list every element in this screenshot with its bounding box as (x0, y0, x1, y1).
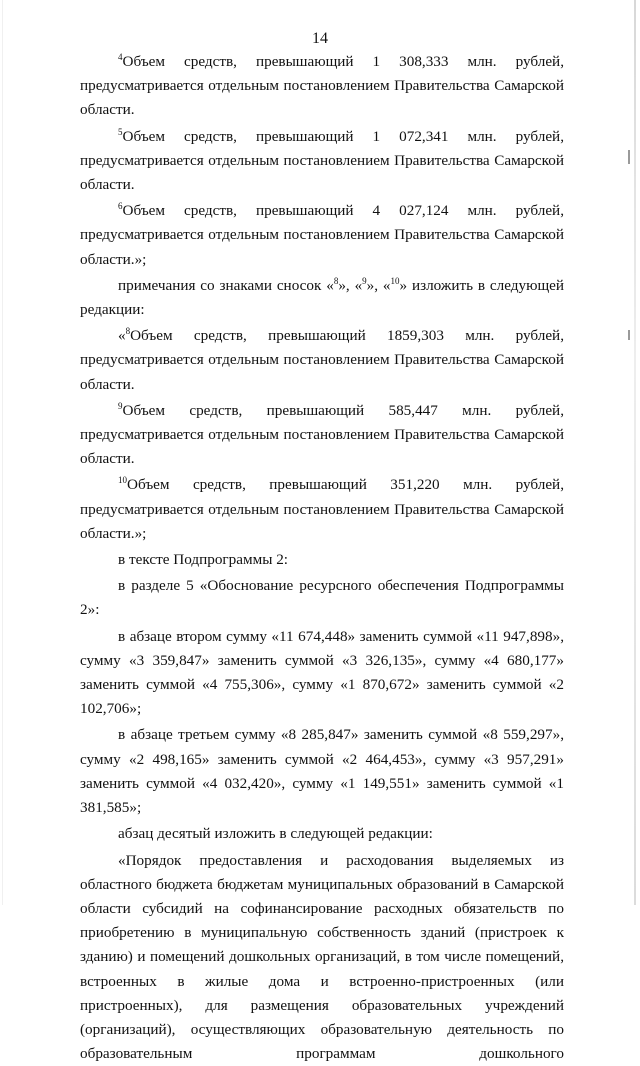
footnote-mark: 9 (362, 276, 367, 286)
paragraph-second-amounts: в абзаце втором сумму «11 674,448» заменить суммой «11 947,898», сумму «3 359,847» заменить суммой «3 326,135», сумму «4 680,177» заменить суммой «4 755,306», сумму «1 870,672» заменить суммой «2 102,706»; (80, 625, 564, 722)
paragraph-subprogram-text: в тексте Подпрограммы 2: (80, 548, 564, 572)
footnote-mark: 6 (118, 201, 123, 211)
quote-mark: « (118, 327, 126, 344)
page-number: 14 (0, 30, 640, 48)
scan-edge-left (2, 0, 3, 905)
footnote-mark: 8 (334, 276, 339, 286)
notes-intro-text: примечания со знаками сносок « (118, 277, 334, 294)
footnote-text: Объем средств, превышающий 1 308,333 млн. рублей, предусматривается отдельным постановлением Правительства Самарской области. (80, 53, 564, 118)
notes-intro-text: », « (367, 277, 391, 294)
paragraph-section-5: в разделе 5 «Обоснование ресурсного обеспечения Подпрограммы 2»: (80, 574, 564, 622)
notes-intro-text: », « (338, 277, 362, 294)
footnote-mark: 10 (118, 475, 127, 485)
footnote-text: Объем средств, превышающий 4 027,124 млн. рублей, предусматривается отдельным постановлением Правительства Самарской области.»; (80, 202, 564, 267)
footnote-text: Объем средств, превышающий 351,220 млн. рублей, предусматривается отдельным постановлением Правительства Самарской области.»; (80, 476, 564, 541)
footnote-9 (80, 399, 564, 472)
paragraph-tenth-intro: абзац десятый изложить в следующей редакции: (80, 822, 564, 846)
footnote-text: Объем средств, превышающий 1 072,341 млн. рублей, предусматривается отдельным постановлением Правительства Самарской области. (80, 128, 564, 193)
scan-edge-right (634, 0, 636, 905)
footnote-text: Объем средств, превышающий 585,447 млн. рублей, предусматривается отдельным постановлением Правительства Самарской области. (80, 402, 564, 467)
footnote-mark: 4 (118, 52, 123, 62)
footnote-5 (80, 125, 564, 198)
footnote-6 (80, 199, 564, 272)
footnote-8 (80, 324, 564, 397)
scan-artifact (628, 330, 630, 340)
footnote-10 (80, 473, 564, 546)
notes-intro (80, 274, 564, 322)
footnote-mark: 5 (118, 127, 123, 137)
paragraph-procedure: «Порядок предоставления и расходования выделяемых из областного бюджета бюджетам муниципальных образований в Самарской области субсидий на софинансирование расходных обязательств по приобретению в муниципальную собственность зданий (пристроек к зданию) и помещений дошкольных организаций, в том числе помещений, встроенных в жилые дома и встроенно-пристроенных (или пристроенных), для размещения образовательных учреждений (организаций), осуществляющих образовательную деятельность по образовательным программам дошкольного (80, 849, 564, 1066)
footnote-mark: 8 (126, 326, 131, 336)
notes-intro-text: » изложить в следующей редакции: (80, 277, 564, 318)
scan-artifact (628, 150, 630, 164)
paragraph-third-amounts: в абзаце третьем сумму «8 285,847» заменить суммой «8 559,297», сумму «2 498,165» заменить суммой «2 464,453», сумму «3 957,291» заменить суммой «4 032,420», сумму «1 149,551» заменить суммой «1 381,585»; (80, 723, 564, 820)
footnote-mark: 10 (391, 276, 400, 286)
document-body (80, 50, 564, 1066)
footnote-text: Объем средств, превышающий 1859,303 млн. рублей, предусматривается отдельным постановлением Правительства Самарской области. (80, 327, 564, 392)
footnote-4 (80, 50, 564, 123)
footnote-mark: 9 (118, 401, 123, 411)
